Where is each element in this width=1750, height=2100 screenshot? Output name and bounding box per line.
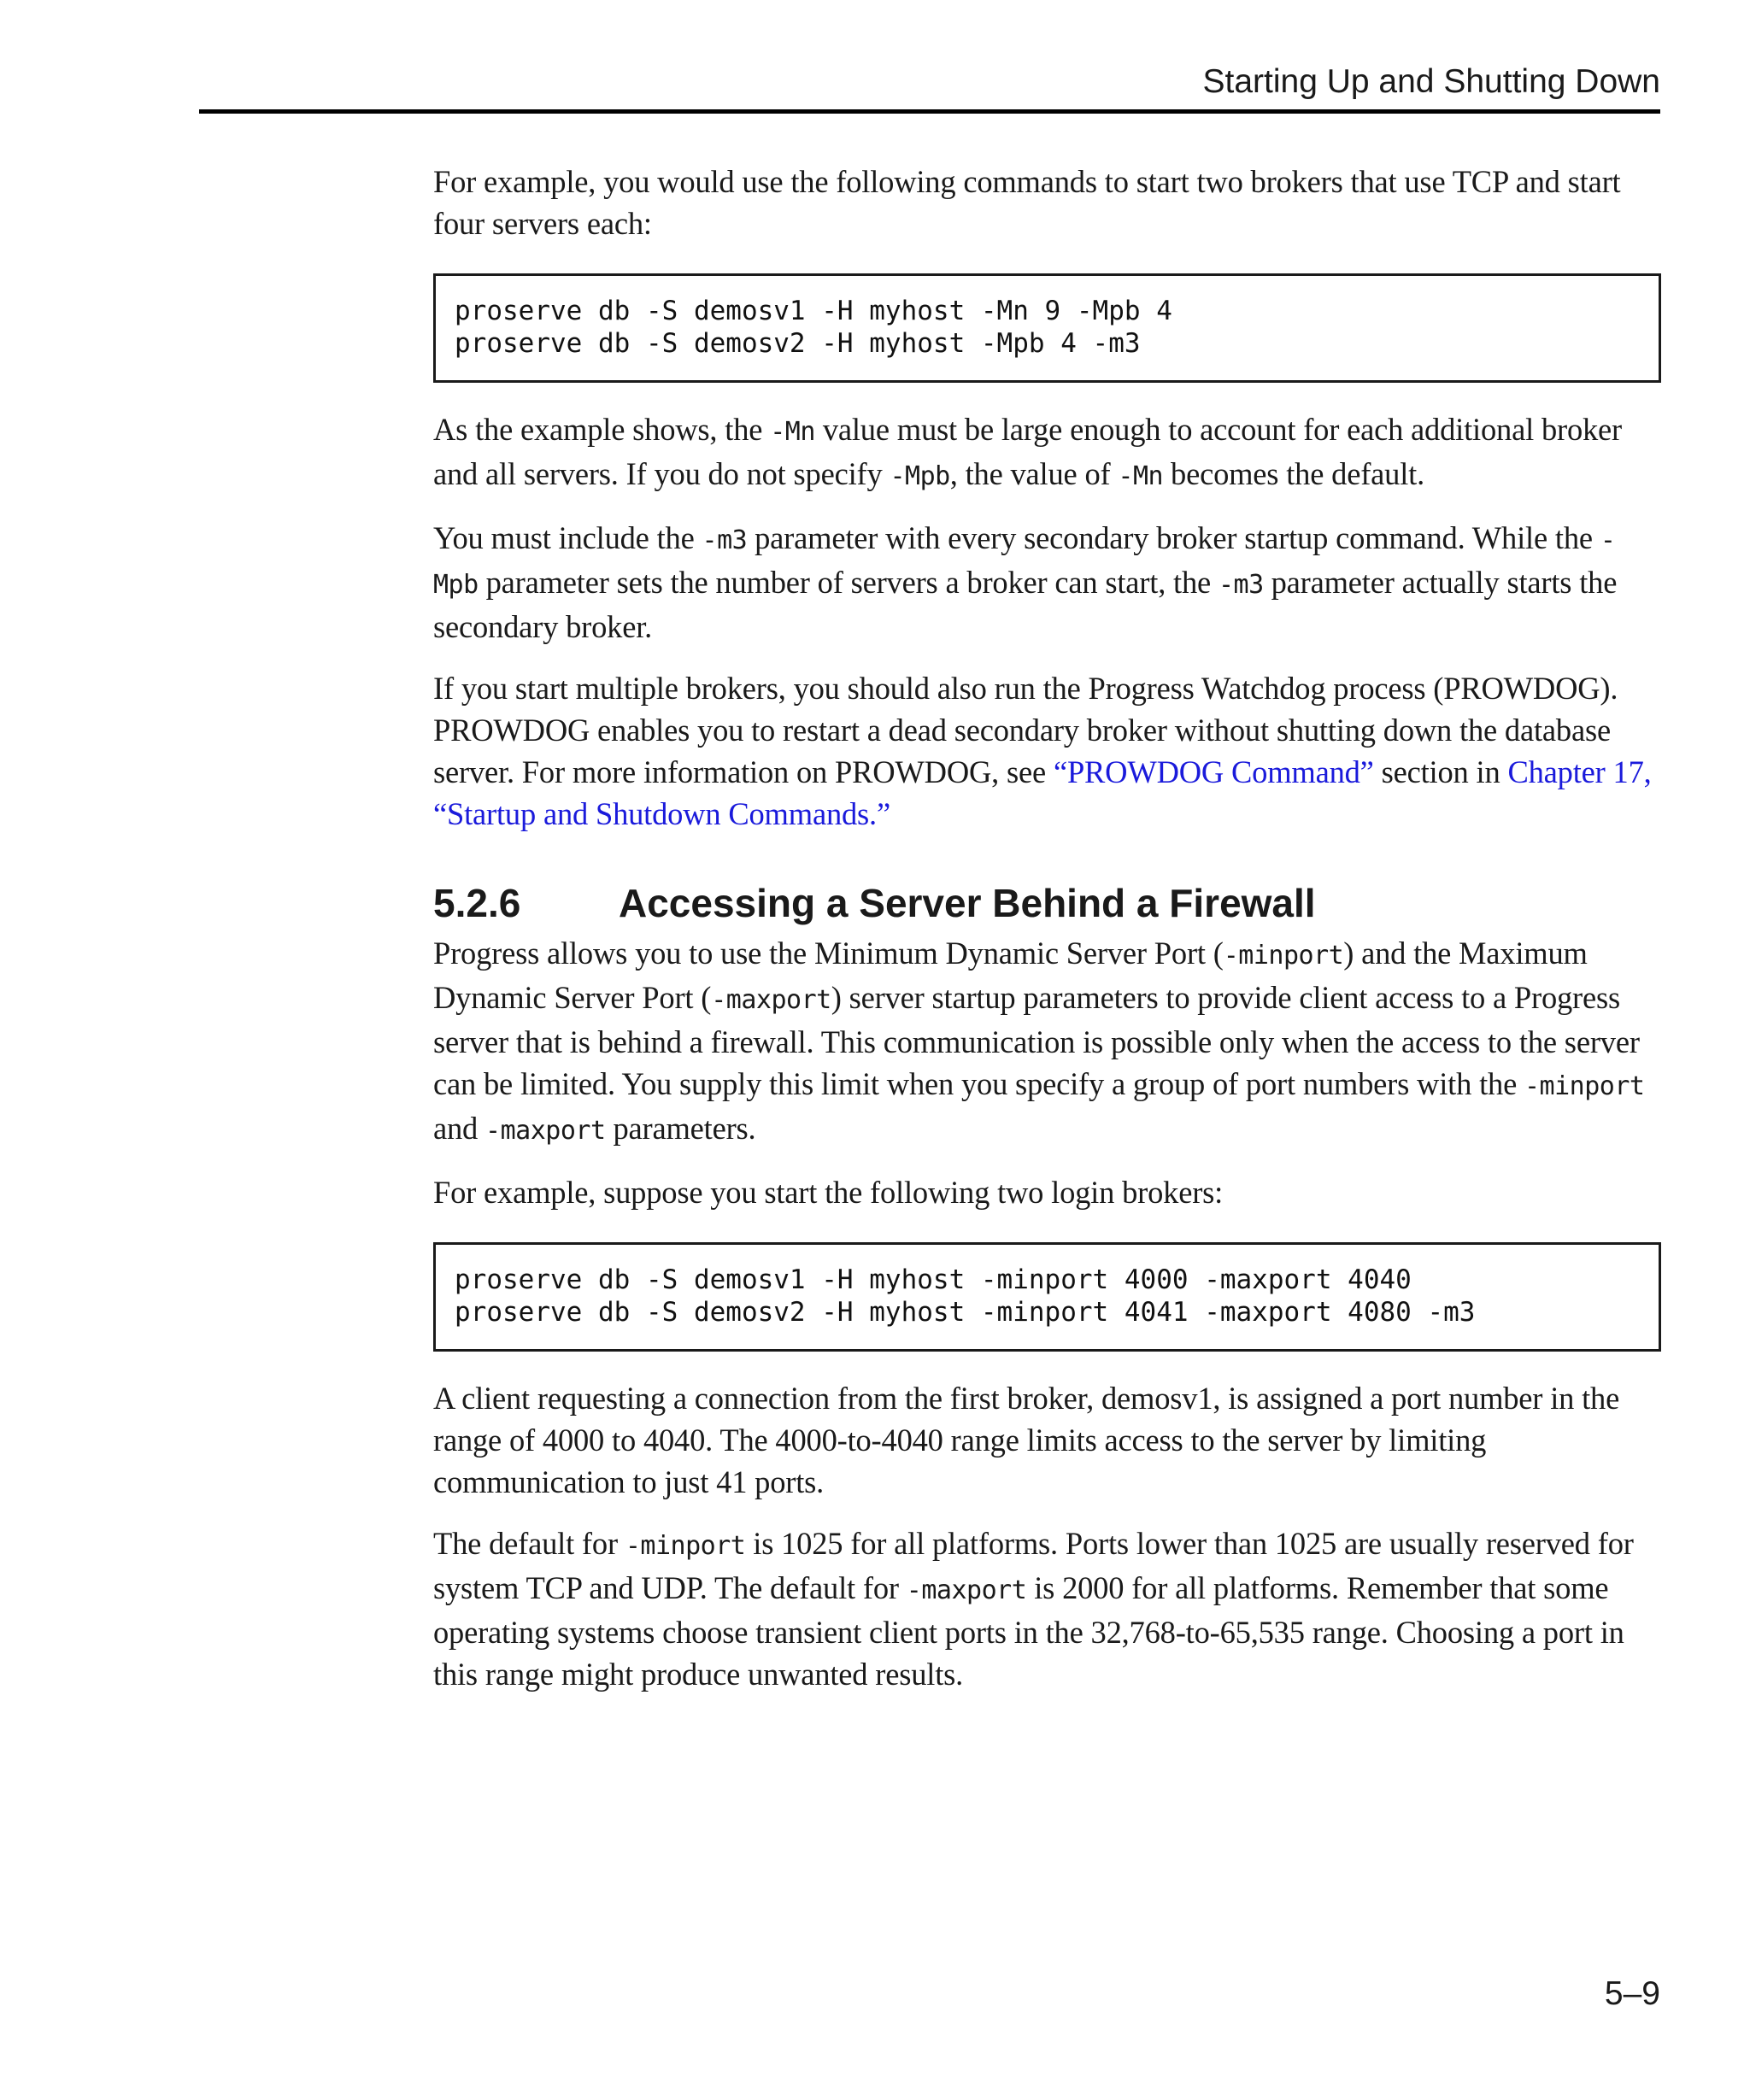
code-line: proserve db -S demosv1 -H myhost -minport 4000 -maxport 4040 [455, 1264, 1412, 1295]
port-defaults-paragraph [433, 1522, 1660, 1695]
intro-paragraph: For example, you would use the following commands to start two brokers that use TCP and start four servers each: [433, 164, 1621, 241]
inline-code: -maxport [711, 985, 831, 1015]
code-block-brokers-tcp [433, 273, 1661, 383]
inline-code: -maxport [906, 1575, 1027, 1605]
text-run: is 1025 for all platforms. Ports lower than 1025 are usually reserved for system TCP and UDP. The default for [433, 1526, 1634, 1605]
text-run: , the value of [949, 456, 1119, 491]
inline-code: -maxport [485, 1116, 606, 1146]
inline-code: -Mpb [433, 525, 1616, 600]
login-brokers-intro: For example, suppose you start the following two login brokers: [433, 1175, 1224, 1210]
inline-code: -minport [625, 1531, 746, 1561]
m3-explanation-paragraph [433, 517, 1660, 648]
text-run: parameter actually starts the secondary broker. [433, 565, 1618, 644]
code-block-login-brokers [433, 1242, 1661, 1352]
section-heading [433, 879, 1660, 927]
text-run: If you start multiple brokers, you should also run the Progress Watchdog process (PROWDOG). PROWDOG enables you to restart a dead secondary broker without shutting down the database server. For more information on PROWDOG, see [433, 671, 1618, 789]
section-number: 5.2.6 [433, 881, 521, 925]
text-run: parameter sets the number of servers a broker can start, the [478, 565, 1219, 600]
running-header-title: Starting Up and Shutting Down [1202, 63, 1660, 100]
header-rule [199, 109, 1660, 114]
page-number: 5–9 [1604, 1975, 1660, 2012]
text-run: Progress allows you to use the Minimum Dynamic Server Port ( [433, 936, 1224, 971]
section-title: Accessing a Server Behind a Firewall [619, 881, 1316, 925]
inline-code: -minport [1524, 1071, 1645, 1101]
text-run: value must be large enough to account for each additional broker and all servers. If you do not specify [433, 412, 1622, 491]
code-line: proserve db -S demosv2 -H myhost -Mpb 4 -m3 [455, 328, 1141, 359]
chapter-17-link[interactable]: Chapter 17, “Startup and Shutdown Commands.” [433, 754, 1652, 831]
inline-code: -Mn [1118, 461, 1164, 491]
text-run: parameters. [605, 1111, 756, 1146]
prowdog-command-link[interactable]: “PROWDOG Command” [1053, 754, 1374, 789]
firewall-paragraph [433, 932, 1660, 1152]
text-run: ) server startup parameters to provide client access to a Progress server that is behind a firewall. This communication is possible only when the access to the server can be limited. You supply this limit when you specify a group of port numbers with the [433, 980, 1640, 1101]
inline-code: -Mn [770, 417, 815, 447]
text-run: section in [1373, 754, 1508, 789]
inline-code: -Mpb [890, 461, 950, 491]
inline-code: -minport [1223, 941, 1344, 971]
code-line: proserve db -S demosv2 -H myhost -minport 4041 -maxport 4080 -m3 [455, 1297, 1476, 1328]
port-range-paragraph: A client requesting a connection from the first broker, demosv1, is assigned a port number in the range of 4000 to 4040. The 4000-to-4040 range limits access to the server by limiting communication to just 41 ports. [433, 1381, 1620, 1499]
text-run: parameter with every secondary broker startup command. While the [747, 520, 1600, 555]
text-run: ) and the Maximum Dynamic Server Port ( [433, 936, 1588, 1015]
text-run: As the example shows, the [433, 412, 771, 447]
prowdog-paragraph [433, 667, 1660, 835]
text-run: You must include the [433, 520, 702, 555]
code-line: proserve db -S demosv1 -H myhost -Mn 9 -Mpb 4 [455, 296, 1172, 326]
text-run: The default for [433, 1526, 625, 1561]
page-content [433, 161, 1660, 1715]
inline-code: -m3 [702, 525, 748, 555]
text-run: and [433, 1111, 486, 1146]
text-run: is 2000 for all platforms. Remember that some operating systems choose transient client ports in the 32,768-to-65,535 range. Choosing a port in this range might produce unwanted results. [433, 1570, 1624, 1692]
inline-code: -m3 [1218, 570, 1264, 600]
mn-explanation-paragraph [433, 408, 1660, 497]
text-run: becomes the default. [1163, 456, 1425, 491]
